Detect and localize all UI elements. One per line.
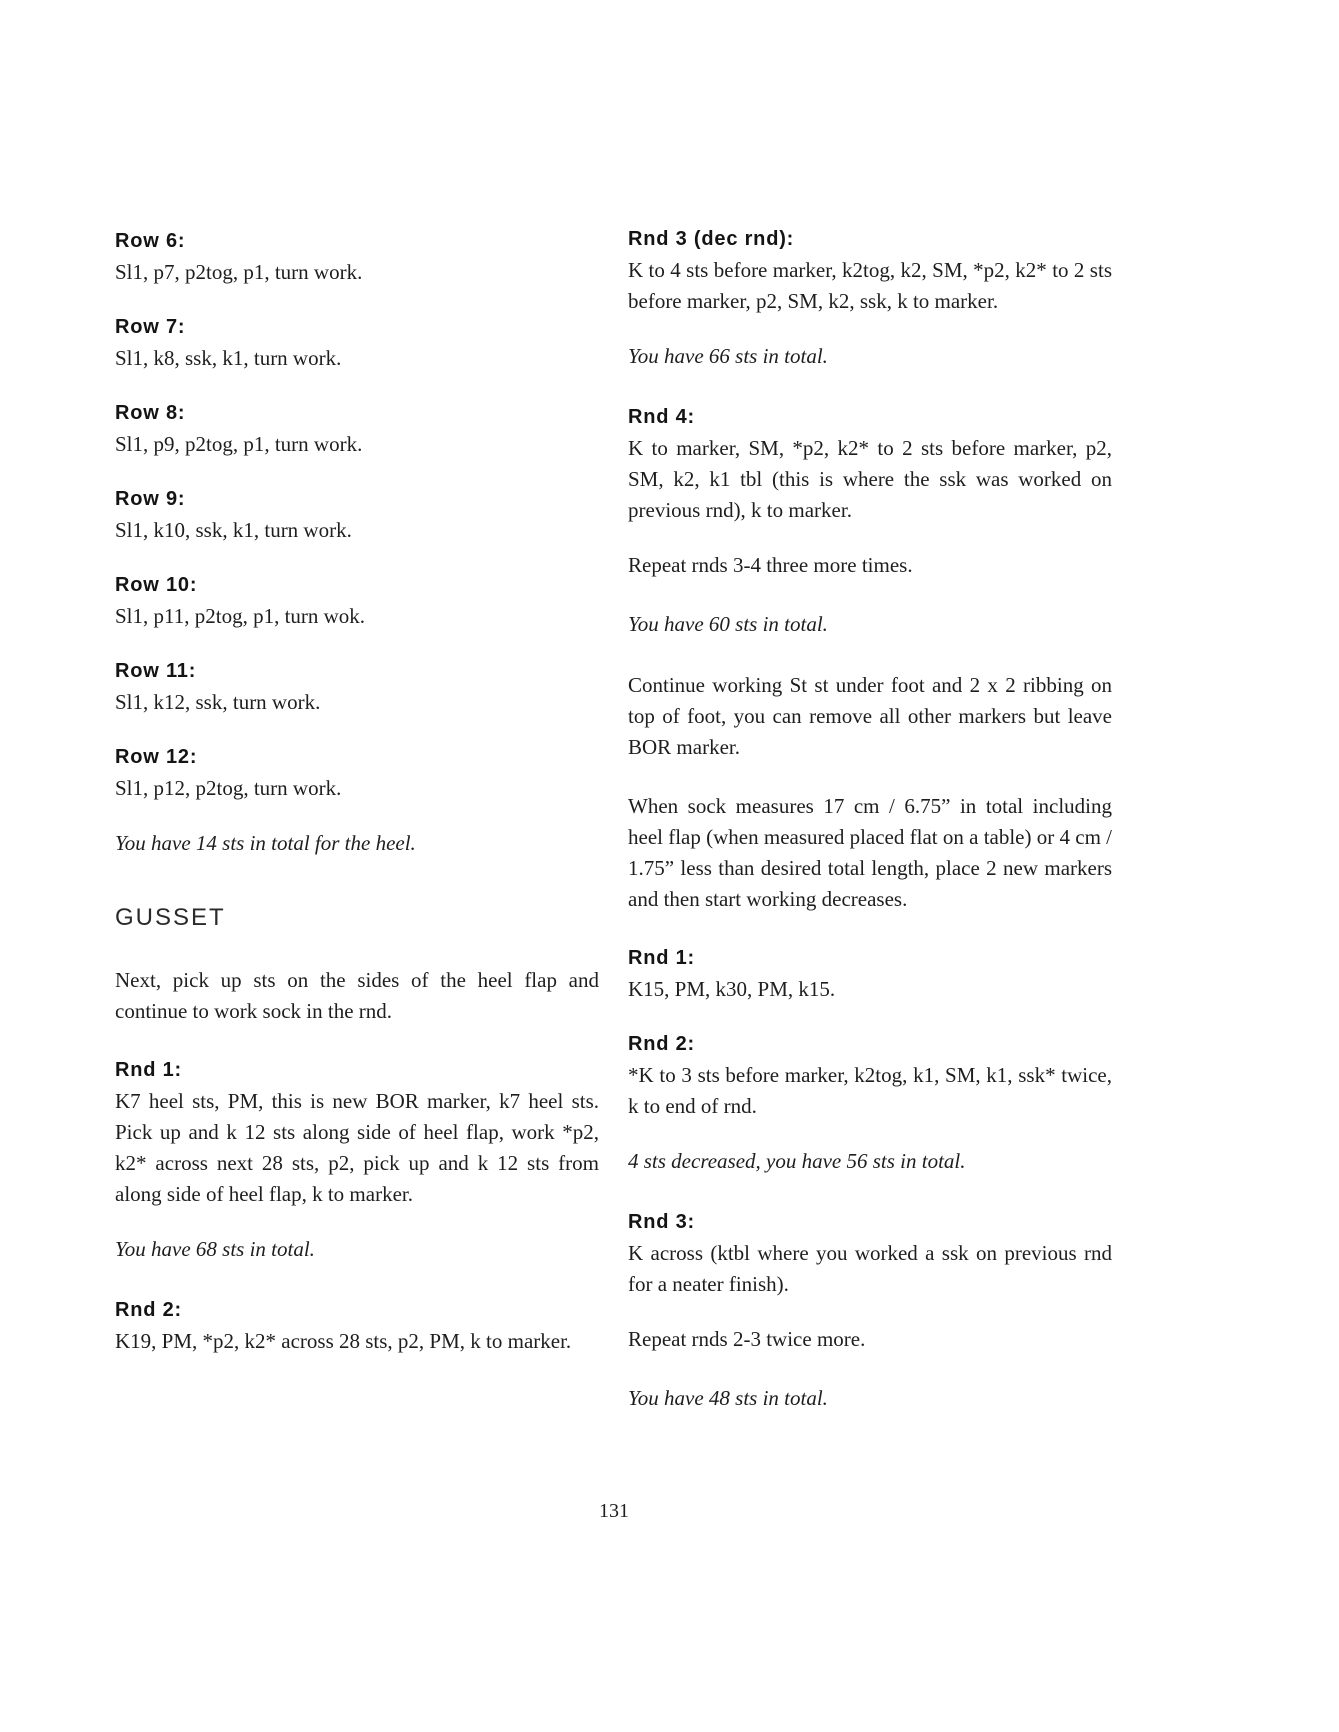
block-rnd-3-dec	[628, 224, 1112, 317]
toe-rnd-3-heading: Rnd 3:	[628, 1211, 696, 1233]
block-row-6	[115, 226, 599, 288]
note-60-sts: You have 60 sts in total.	[628, 612, 828, 636]
block-toe-rnd-1	[628, 943, 1112, 1005]
row-7-text: Sl1, k8, ssk, k1, turn work.	[115, 346, 342, 370]
toe-rnd-1-heading: Rnd 1:	[628, 947, 696, 969]
block-toe-rnd-2	[628, 1029, 1112, 1122]
rnd-4-heading: Rnd 4:	[628, 406, 696, 428]
block-row-9	[115, 484, 599, 546]
note-heel-total: You have 14 sts in total for the heel.	[115, 831, 416, 855]
gusset-rnd-2-text: K19, PM, *p2, k2* across 28 sts, p2, PM, k to marker.	[115, 1329, 572, 1353]
row-12-text: Sl1, p12, p2tog, turn work.	[115, 776, 342, 800]
repeat-rnds-3-4-paragraph: Repeat rnds 3-4 three more times.	[628, 553, 913, 577]
section-heading-gusset: GUSSET	[115, 904, 226, 931]
rnd-3-dec-heading: Rnd 3 (dec rnd):	[628, 228, 795, 250]
row-10-heading: Row 10:	[115, 574, 198, 596]
row-6-text: Sl1, p7, p2tog, p1, turn work.	[115, 260, 363, 284]
gusset-intro-paragraph: Next, pick up sts on the sides of the heel flap and continue to work sock in the rnd.	[115, 968, 599, 1023]
block-row-12	[115, 742, 599, 804]
block-row-11	[115, 656, 599, 718]
rnd-3-dec-text: K to 4 sts before marker, k2tog, k2, SM, *p2, k2* to 2 sts before marker, p2, SM, k2, ssk, k to marker.	[628, 258, 1112, 313]
row-11-heading: Row 11:	[115, 660, 197, 682]
gusset-rnd-1-heading: Rnd 1:	[115, 1059, 183, 1081]
repeat-rnds-2-3-paragraph: Repeat rnds 2-3 twice more.	[628, 1327, 866, 1351]
row-8-heading: Row 8:	[115, 402, 186, 424]
gusset-rnd-2-heading: Rnd 2:	[115, 1299, 183, 1321]
row-10-text: Sl1, p11, p2tog, p1, turn wok.	[115, 604, 366, 628]
row-9-text: Sl1, k10, ssk, k1, turn work.	[115, 518, 352, 542]
left-column	[115, 226, 599, 1381]
note-56-sts: 4 sts decreased, you have 56 sts in total.	[628, 1149, 966, 1173]
block-row-7	[115, 312, 599, 374]
block-row-10	[115, 570, 599, 632]
continue-working-paragraph: Continue working St st under foot and 2 x 2 ribbing on top of foot, you can remove all other markers but leave BOR marker.	[628, 673, 1112, 759]
page-number: 131	[599, 1500, 629, 1522]
note-66-sts: You have 66 sts in total.	[628, 344, 828, 368]
note-48-sts: You have 48 sts in total.	[628, 1386, 828, 1410]
block-gusset-rnd-2	[115, 1295, 599, 1357]
rnd-4-text: K to marker, SM, *p2, k2* to 2 sts before marker, p2, SM, k2, k1 tbl (this is where the ssk was worked on previous rnd), k to marker.	[628, 436, 1112, 522]
row-11-text: Sl1, k12, ssk, turn work.	[115, 690, 321, 714]
row-8-text: Sl1, p9, p2tog, p1, turn work.	[115, 432, 363, 456]
right-column	[628, 224, 1112, 1444]
toe-rnd-2-text: *K to 3 sts before marker, k2tog, k1, SM, k1, ssk* twice, k to end of rnd.	[628, 1063, 1112, 1118]
row-9-heading: Row 9:	[115, 488, 186, 510]
row-7-heading: Row 7:	[115, 316, 186, 338]
block-rnd-4	[628, 402, 1112, 526]
toe-rnd-3-text: K across (ktbl where you worked a ssk on previous rnd for a neater finish).	[628, 1241, 1112, 1296]
block-row-8	[115, 398, 599, 460]
toe-rnd-2-heading: Rnd 2:	[628, 1033, 696, 1055]
sock-measure-paragraph: When sock measures 17 cm / 6.75” in total including heel flap (when measured placed flat on a table) or 4 cm / 1.75” less than desired total length, place 2 new markers and then start working decreases.	[628, 794, 1112, 911]
row-12-heading: Row 12:	[115, 746, 198, 768]
block-gusset-rnd-1	[115, 1055, 599, 1210]
row-6-heading: Row 6:	[115, 230, 186, 252]
block-toe-rnd-3	[628, 1207, 1112, 1300]
note-68-sts: You have 68 sts in total.	[115, 1237, 315, 1261]
gusset-rnd-1-text: K7 heel sts, PM, this is new BOR marker, k7 heel sts. Pick up and k 12 sts along side of heel flap, work *p2, k2* across next 28 sts, p2, pick up and k 12 sts from along side of heel flap, k to marker.	[115, 1089, 599, 1206]
toe-rnd-1-text: K15, PM, k30, PM, k15.	[628, 977, 836, 1001]
